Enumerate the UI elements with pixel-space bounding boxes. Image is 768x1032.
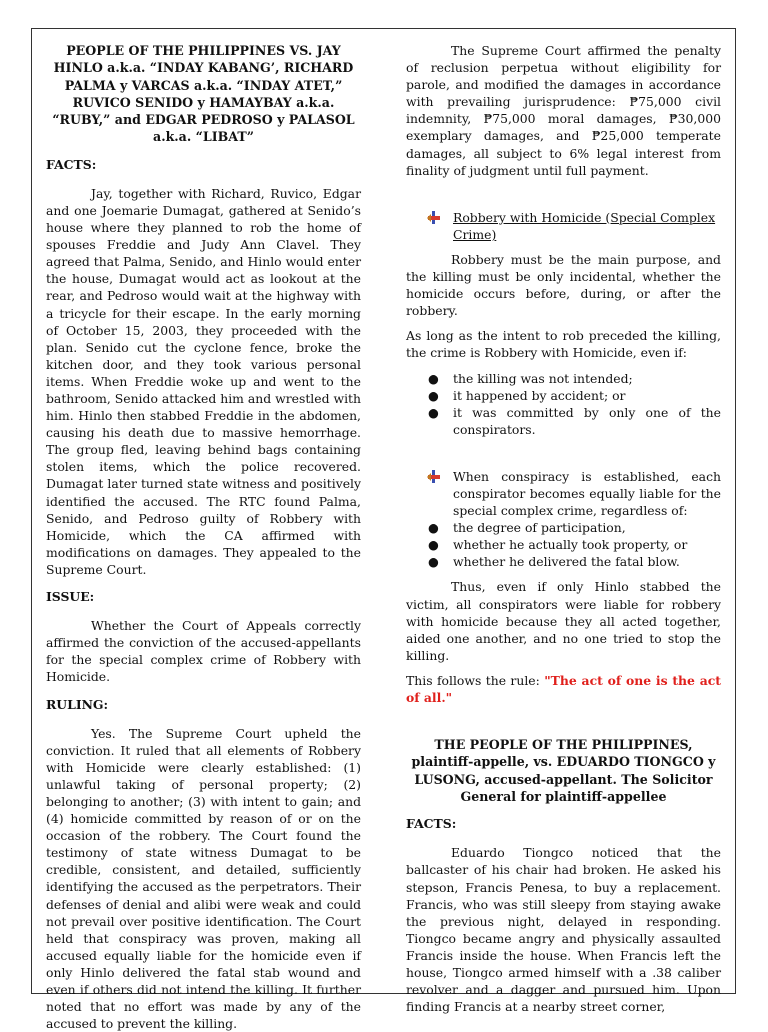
case1-title: PEOPLE OF THE PHILIPPINES VS. JAY HINLO a.k.a. “INDAY KABANG’, RICHARD PALMA y VARCAS a.k.a. “INDAY ATET,” RUVICO SENIDO y HAMAYBAY a.k.a. “RUBY,” and EDGAR PEDROSO y PALASOL a.k.a. “LIBAT” bbox=[52, 43, 355, 145]
rwh-label: Robbery with Homicide (Special Complex Crime) bbox=[453, 209, 716, 242]
bullet-icon: ● bbox=[428, 370, 439, 386]
case2-facts-text: Eduardo Tiongco noticed that the ballcaster of his chair had broken. He asked his stepson, Francis Penesa, to buy a replacement. Francis, who was still sleepy from staying awake the previous night, delayed in responding. Tiongco became angry and physically assaulted Francis inside the house. When Francis left the house, Tiongco armed himself with a .38 caliber revolver and a dagger and pursued him. Upon finding Francis at a nearby street corner, bbox=[406, 845, 721, 1015]
list-item: ● it happened by accident; or bbox=[428, 387, 626, 403]
list-item: ● the killing was not intended; bbox=[428, 370, 633, 386]
bullet-icon: ● bbox=[428, 537, 439, 553]
bullet-icon: ● bbox=[428, 387, 439, 403]
case1-issue-text: Whether the Court of Appeals correctly affirmed the conviction of the accused-appellants for the special complex crime of Robbery with Homicide. bbox=[46, 618, 361, 685]
bullet-icon: ● bbox=[428, 520, 439, 536]
rule-prefix: This follows the rule: bbox=[406, 672, 545, 688]
list-item: ● whether he delivered the fatal blow. bbox=[428, 554, 680, 570]
case1-penalty-text: The Supreme Court affirmed the penalty of reclusion perpetua without eligibility for parole, and modified the damages in accordance with prevailing jurisprudence: ₱75,000 civil indemnity, ₱75,000 moral damages, ₱30,000 exemplary damages, and ₱25,000 temperate damages, all subject to 6% legal interest from finality of judgment until full payment. bbox=[406, 43, 721, 178]
list-item: ● whether he actually took property, or bbox=[428, 537, 688, 553]
case2-facts-heading: FACTS: bbox=[406, 816, 457, 832]
list-item: ● the degree of participation, bbox=[428, 520, 626, 536]
conspiracy-text: When conspiracy is established, each conspirator becomes equally liable for the special complex crime, regardless of: bbox=[453, 468, 721, 519]
conspiracy-list bbox=[406, 519, 721, 570]
intent-text: As long as the intent to rob preceded the killing, the crime is Robbery with Homicide, even if: bbox=[406, 328, 721, 361]
thus-text: Thus, even if only Hinlo stabbed the victim, all conspirators were liable for robbery with homicide because they all acted together, aided one another, and no one tried to stop the killing. bbox=[406, 579, 721, 663]
arrow-bullet-icon bbox=[427, 470, 441, 483]
bullet-icon: ● bbox=[428, 404, 439, 420]
intent-list bbox=[406, 370, 721, 438]
right-column bbox=[406, 42, 721, 1015]
case1-facts-text: Jay, together with Richard, Ruvico, Edgar and one Joemarie Dumagat, gathered at Senido’s house where they planned to rob the home of spouses Freddie and Judy Ann Clavel. They agreed that Palma, Senido, and Hinlo would enter the house, Dumagat would act as lookout at the rear, and Pedroso would wait at the highway with a tricycle for their escape. In the early morning of October 15, 2003, they proceeded with the plan. Senido cut the cyclone fence, broke the kitchen door, and they took various personal items. When Freddie woke up and went to the bathroom, Senido attacked him and wrestled with him. Hinlo then stabbed Freddie in the abdomen, causing his death due to massive hemorrhage. The group fled, leaving behind bags containing stolen items, which the police recovered. Dumagat later turned state witness and positively identified the accused. The RTC found Palma, Senido, and Pedroso guilty of Robbery with Homicide, which the CA affirmed with modifications on damages. They appealed to the Supreme Court. bbox=[46, 185, 361, 577]
bullet-icon: ● bbox=[428, 554, 439, 570]
left-column bbox=[46, 42, 361, 1032]
list-item: ● it was committed by only one of the conspirators. bbox=[428, 404, 721, 437]
case1-ruling-heading: RULING: bbox=[46, 696, 109, 712]
case1-issue-heading: ISSUE: bbox=[46, 589, 95, 605]
case2-title: THE PEOPLE OF THE PHILIPPINES, plaintiff-appelle, vs. EDUARDO TIONGCO y LUSONG, accused-appellant. The Solicitor General for plaintiff-appellee bbox=[411, 737, 716, 804]
rwh-text: Robbery must be the main purpose, and the killing must be only incidental, whether the homicide occurs before, during, or after the robbery. bbox=[406, 251, 721, 319]
case1-facts-heading: FACTS: bbox=[46, 156, 97, 172]
rule-line bbox=[406, 672, 721, 706]
rwh-note bbox=[406, 209, 721, 243]
arrow-bullet-icon bbox=[427, 211, 441, 224]
conspiracy-note bbox=[406, 468, 721, 519]
rule-quote: "The act of one is the act of all." bbox=[406, 672, 722, 705]
case1-ruling-text: Yes. The Supreme Court upheld the conviction. It ruled that all elements of Robbery with Homicide were clearly established: (1) unlawful taking of personal property; (2) belonging to another; (3) with intent to gain; and (4) homicide committed by reason of or on the occasion of the robbery. The Court found the testimony of state witness Dumagat to be credible, consistent, and detailed, sufficiently identifying the accused as the perpetrators. Their defenses of denial and alibi were weak and could not prevail over positive identification. The Court held that conspiracy was proven, making all accused equally liable for the homicide even if only Hinlo delivered the fatal stab wound and even if others did not intend the killing. It further noted that no effort was made by any of the accused to prevent the killing. bbox=[46, 725, 361, 1032]
